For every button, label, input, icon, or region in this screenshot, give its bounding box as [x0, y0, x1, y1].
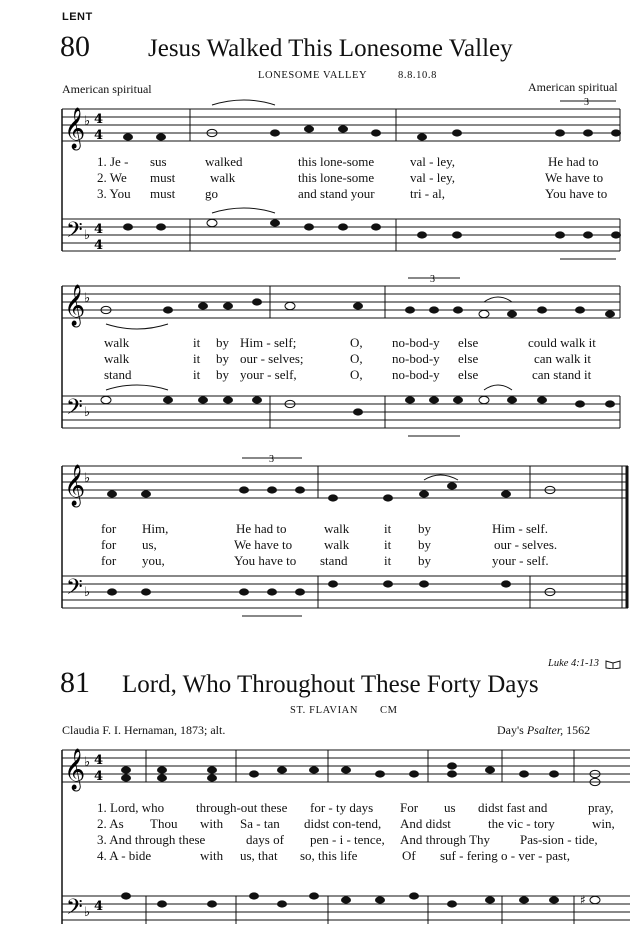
lyric-syllable: by	[418, 537, 431, 552]
lyric-syllable: O,	[350, 335, 363, 350]
lyric-syllable: our - selves;	[240, 351, 304, 366]
lyric-syllable: it	[193, 351, 201, 366]
lyric-syllable: suf - fering o - ver - past,	[440, 848, 570, 863]
lyric-syllable: He had to	[236, 521, 287, 536]
lyric-syllable: through-out these	[196, 800, 288, 815]
lyric-syllable: us,	[142, 537, 157, 552]
meter: CM	[380, 705, 398, 716]
lyric-syllable: val - ley,	[410, 170, 455, 185]
flat-icon: ♭	[84, 228, 91, 243]
lyric-syllable: You have to	[234, 553, 297, 568]
lyric-syllable: tri - al,	[410, 186, 446, 201]
time-signature: 4	[94, 112, 104, 127]
lyric-syllable: walked	[205, 154, 243, 169]
lyric-syllable: didst con-tend,	[304, 816, 382, 831]
lyric-syllable: by	[216, 367, 229, 382]
bass-clef-icon: 𝄢	[66, 395, 83, 425]
time-signature: 4	[94, 222, 104, 237]
lyric-syllable: can stand it	[532, 367, 592, 382]
lyric-syllable: must	[150, 186, 176, 201]
time-signature: 4	[94, 899, 104, 914]
lyric-syllable: walk	[210, 170, 236, 185]
lyric-syllable: it	[384, 521, 392, 536]
lyric-syllable: by	[418, 521, 431, 536]
lyric-syllable: And through Thy	[400, 832, 491, 847]
flat-icon: ♭	[84, 585, 91, 600]
lyric-syllable: pen - i - tence,	[310, 832, 385, 847]
tune-name: ST. FLAVIAN	[290, 705, 359, 716]
lyric-syllable: 2. We	[97, 170, 127, 185]
scripture-reference	[548, 658, 621, 669]
lyric-syllable: it	[384, 553, 392, 568]
scripture-ref-text: Luke 4:1-13	[548, 658, 600, 669]
words-credit: American spiritual	[62, 82, 152, 96]
bass-clef-icon: 𝄢	[66, 575, 83, 605]
lyric-syllable: days of	[246, 832, 284, 847]
lyric-syllable: with	[200, 816, 224, 831]
hymn-number: 80	[60, 30, 90, 63]
credit-suffix: 1562	[563, 723, 591, 737]
lyric-syllable: stand	[104, 367, 132, 382]
lyric-syllable: 3. And through these	[97, 832, 206, 847]
lyric-syllable: pray,	[588, 800, 614, 815]
credit-italic: Psalter,	[526, 723, 564, 737]
tune-name: LONESOME VALLEY	[258, 70, 368, 81]
lyric-syllable: by	[216, 351, 229, 366]
lyric-syllable: walk	[324, 537, 350, 552]
lyric-syllable: with	[200, 848, 224, 863]
tuplet-mark: 3	[430, 274, 435, 285]
flat-icon: ♭	[84, 755, 91, 770]
lyric-syllable: so, this life	[300, 848, 358, 863]
credit-prefix: Day's	[497, 723, 527, 737]
flat-icon: ♭	[84, 905, 91, 920]
lyric-syllable: We have to	[545, 170, 604, 185]
lyric-syllable: walk	[324, 521, 350, 536]
hymn-title: Lord, Who Throughout These Forty Days	[122, 671, 539, 698]
lyric-syllable: O,	[350, 367, 363, 382]
lyric-syllable: sus	[150, 154, 167, 169]
lyric-syllable: can walk it	[534, 351, 592, 366]
lyric-syllable: no-bod-y	[392, 351, 440, 366]
lyric-syllable: 3. You	[97, 186, 131, 201]
lyric-syllable: win,	[592, 816, 615, 831]
lyric-syllable: For	[400, 800, 419, 815]
lyric-syllable: Him - self;	[240, 335, 297, 350]
lyric-syllable: you,	[142, 553, 165, 568]
flat-icon: ♭	[84, 291, 91, 306]
lyric-syllable: didst fast and	[478, 800, 548, 815]
flat-icon: ♭	[84, 405, 91, 420]
flat-icon: ♭	[84, 471, 91, 486]
bass-clef-icon: 𝄢	[66, 895, 83, 925]
lyric-syllable: You have to	[545, 186, 608, 201]
lyric-syllable: else	[458, 367, 479, 382]
music-credit: American spiritual	[528, 80, 618, 94]
time-signature: 4	[94, 753, 104, 768]
lyric-syllable: could walk it	[528, 335, 596, 350]
treble-clef-icon: 𝄞	[64, 108, 86, 149]
lyric-syllable: Thou	[150, 816, 178, 831]
lyric-syllable: for	[101, 521, 117, 536]
lyric-syllable: your - self.	[492, 553, 549, 568]
lyric-syllable: Of	[402, 848, 416, 863]
lyric-syllable: for	[101, 553, 117, 568]
words-credit: Claudia F. I. Hernaman, 1873; alt.	[62, 723, 226, 737]
time-signature: 4	[94, 128, 104, 143]
treble-staff	[62, 109, 620, 141]
lyric-syllable: Him - self.	[492, 521, 548, 536]
lyric-syllable: no-bod-y	[392, 335, 440, 350]
lyric-syllable: it	[384, 537, 392, 552]
lyric-syllable: 2. As	[97, 816, 124, 831]
lyric-syllable: We have to	[234, 537, 293, 552]
lyric-syllable: stand	[320, 553, 348, 568]
lyric-syllable: by	[418, 553, 431, 568]
lyric-syllable: by	[216, 335, 229, 350]
lyric-syllable: the vic - tory	[488, 816, 555, 831]
lyric-syllable: it	[193, 335, 201, 350]
lyric-syllable: Him,	[142, 521, 169, 536]
lyric-syllable: for - ty days	[310, 800, 374, 815]
lyric-syllable: this lone-some	[298, 154, 375, 169]
tuplet-mark: 3	[269, 454, 274, 465]
lyric-syllable: your - self,	[240, 367, 297, 382]
lyric-syllable: O,	[350, 351, 363, 366]
treble-clef-icon: 𝄞	[64, 285, 86, 326]
lyric-syllable: Sa - tan	[240, 816, 280, 831]
lyric-syllable: And didst	[400, 816, 451, 831]
time-signature: 4	[94, 769, 104, 784]
section-label: LENT	[62, 11, 93, 23]
lyric-syllable: it	[193, 367, 201, 382]
hymn-number: 81	[60, 666, 90, 699]
lyric-syllable: val - ley,	[410, 154, 455, 169]
lyric-syllable: us, that	[240, 848, 278, 863]
lyric-syllable: and stand your	[298, 186, 375, 201]
lyric-syllable: He had to	[548, 154, 599, 169]
lyric-syllable: 1. Lord, who	[97, 800, 165, 815]
lyric-syllable: no-bod-y	[392, 367, 440, 382]
treble-clef-icon: 𝄞	[64, 465, 86, 506]
lyric-syllable: must	[150, 170, 176, 185]
lyric-syllable: walk	[104, 335, 130, 350]
lyric-syllable: 4. A - bide	[97, 848, 152, 863]
time-signature: 4	[94, 238, 104, 253]
treble-clef-icon: 𝄞	[64, 749, 86, 790]
book-icon	[605, 659, 621, 669]
lyric-syllable: else	[458, 335, 479, 350]
lyric-syllable: for	[101, 537, 117, 552]
flat-icon: ♭	[84, 114, 91, 129]
bass-clef-icon: 𝄢	[66, 218, 83, 248]
lyric-syllable: walk	[104, 351, 130, 366]
lyric-syllable: else	[458, 351, 479, 366]
lyric-syllable: our - selves.	[494, 537, 558, 552]
lyric-syllable: 1. Je -	[97, 154, 129, 169]
lyric-syllable: go	[205, 186, 218, 201]
meter: 8.8.10.8	[398, 70, 437, 81]
hymn-title: Jesus Walked This Lonesome Valley	[148, 35, 513, 62]
sharp-icon: ♯	[580, 893, 586, 907]
lyric-syllable: Pas-sion - tide,	[520, 832, 598, 847]
lyric-syllable: this lone-some	[298, 170, 375, 185]
tuplet-mark: 3	[584, 97, 589, 108]
lyric-syllable: us	[444, 800, 456, 815]
